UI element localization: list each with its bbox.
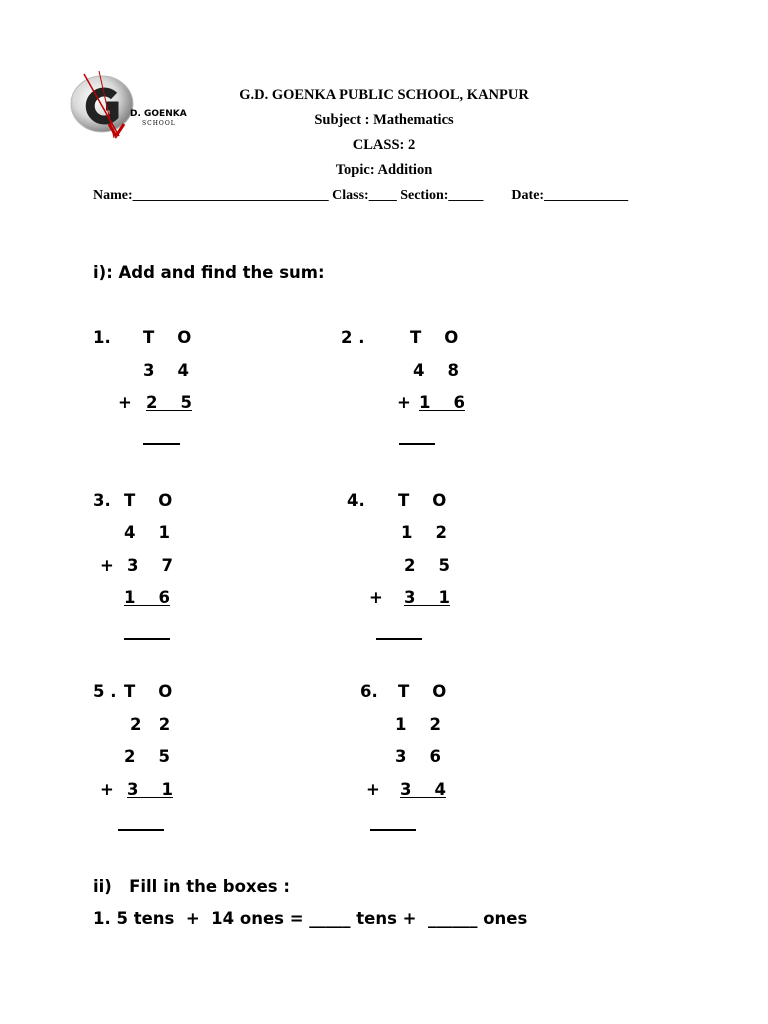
addend-row-last: 3 4: [400, 780, 446, 799]
logo-text: D. GOENKA: [130, 109, 187, 119]
addend-row: 1 2: [395, 715, 441, 734]
fill-in-item-1: 1. 5 tens + 14 ones = _____ tens + ______ ones: [93, 909, 528, 928]
addend-row-last: 2 5: [146, 393, 192, 412]
student-info-line: Name:____________________________ Class:____ Section:_____ Date:____________: [93, 188, 629, 203]
addend-row: 2 2: [130, 715, 171, 734]
plus-sign: +: [366, 780, 380, 799]
problem-number: 4.: [347, 491, 365, 510]
column-header: T O: [398, 491, 447, 510]
addend-row: 3 4: [143, 361, 189, 380]
addend-row: 4 1: [124, 523, 170, 542]
addend-row: 2 5: [404, 556, 450, 575]
logo-subtext: SCHOOL: [142, 120, 176, 127]
school-logo: [64, 66, 194, 148]
plus-sign: +: [369, 588, 383, 607]
school-name: G.D. GOENKA PUBLIC SCHOOL, KANPUR: [239, 87, 529, 103]
column-header: T O: [124, 491, 173, 510]
topic-line: Topic: Addition: [335, 162, 433, 178]
addend-row: 1 2: [401, 523, 447, 542]
addend-row: 3 7: [127, 556, 173, 575]
class-line: CLASS: 2: [352, 137, 416, 153]
problem-number: 6.: [360, 682, 378, 701]
addend-row-last: 1 6: [124, 588, 170, 607]
plus-sign: +: [100, 556, 114, 575]
answer-line: [118, 829, 164, 831]
answer-line: [370, 829, 416, 831]
answer-line: [124, 638, 170, 640]
column-header: T O: [410, 328, 459, 347]
section-2-heading: ii) Fill in the boxes :: [93, 877, 290, 896]
plus-sign: +: [100, 780, 114, 799]
logo-graphic: [64, 66, 194, 148]
addend-row: 3 6: [395, 747, 441, 766]
problem-number: 3.: [93, 491, 111, 510]
answer-line: [143, 443, 180, 445]
addend-row-last: 1 6: [419, 393, 465, 412]
problem-number: 5 .: [93, 682, 117, 701]
problem-number: 2 .: [341, 328, 365, 347]
plus-sign: +: [397, 393, 411, 412]
answer-line: [376, 638, 422, 640]
problem-number: 1.: [93, 328, 111, 347]
addend-row-last: 3 1: [127, 780, 173, 799]
addend-row-last: 3 1: [404, 588, 450, 607]
column-header: T O: [124, 682, 173, 701]
section-1-heading: i): Add and find the sum:: [93, 263, 325, 282]
addend-row: 4 8: [413, 361, 459, 380]
column-header: T O: [143, 328, 192, 347]
subject-line: Subject : Mathematics: [314, 112, 454, 128]
answer-line: [399, 443, 435, 445]
plus-sign: +: [118, 393, 132, 412]
addend-row: 2 5: [124, 747, 170, 766]
column-header: T O: [398, 682, 447, 701]
